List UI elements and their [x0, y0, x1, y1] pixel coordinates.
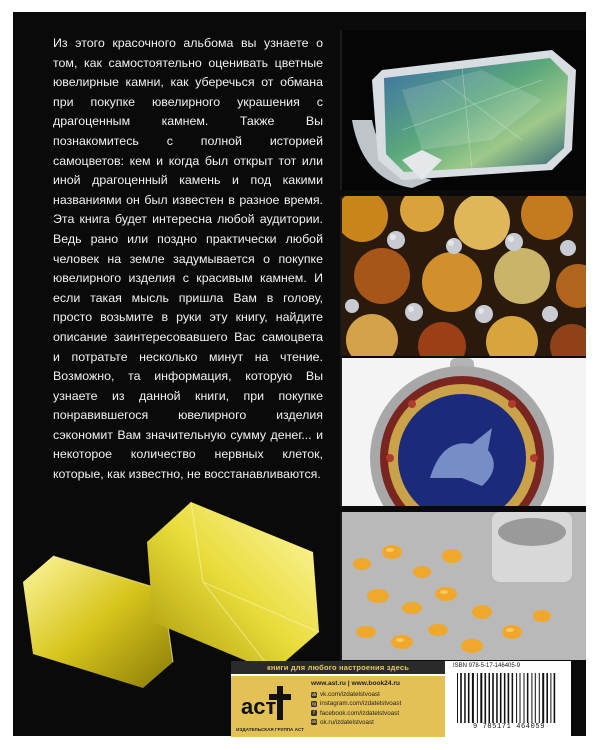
ast-logo	[237, 680, 299, 728]
barcode-bar	[460, 673, 462, 723]
social-link-text: vk.com/izdatelstvoast	[320, 691, 380, 699]
barcode-bar	[554, 673, 556, 723]
barcode-bar	[542, 673, 544, 723]
barcode-bar	[516, 673, 517, 723]
barcode-bar	[550, 673, 551, 723]
website-links[interactable]: www.ast.ru | www.book24.ru	[311, 680, 400, 687]
facebook-icon: f	[311, 710, 317, 716]
barcode-bar	[492, 673, 494, 723]
barcode-bar	[527, 673, 529, 723]
barcode-bar	[512, 673, 513, 723]
barcode-bar	[489, 673, 491, 723]
barcode-bar	[500, 673, 502, 723]
social-link-facebook[interactable]	[311, 709, 441, 718]
pendant-photo	[340, 358, 586, 506]
gem-ring-photo	[340, 30, 586, 190]
barcode-bar	[508, 673, 510, 723]
vk-icon: vk	[311, 691, 317, 697]
publisher-links	[311, 679, 441, 727]
amber-crystals-photo	[340, 512, 586, 660]
ok-icon: ok	[311, 719, 317, 725]
social-link-ok[interactable]	[311, 718, 441, 727]
blurb-text: Из этого красочного альбома вы узнаете о том, как самостоятельно оценивать цветные ювелирные камни, как уберечься от обмана при покупке ювелирного украшения с драгоценным камнем. Также Вы познакомитесь с полной историей самоцветов: кем и когда был открыт тот или иной драгоценный камень и под какими названиями он был известен в разное время. Эта книга будет интересна любой аудитории. Ведь рано или поздно практически любой человек на земле задумывается о покупке ювелирного изделия с красивым камнем. И если такая мысль пришла Вам в голову, просто возьмите в руки эту книгу, найдите описание заинтересовавшего Вас самоцвета и потратьте несколько минут на чтение. Возможно, та информация, которую Вы узнаете из данной книги, при покупке понравившегося ювелирного изделия сэкономит Вам значительную сумму денег... и некоторое количество нервных клеток, которые, как известно, не восстанавливаются.	[53, 36, 323, 482]
barcode-bar	[546, 673, 548, 723]
barcode-area	[449, 661, 569, 739]
barcode-bar	[485, 673, 487, 723]
barcode	[455, 673, 563, 723]
isbn: ISBN 978-5-17-146405-9	[453, 663, 521, 669]
publisher-block	[231, 676, 445, 737]
barcode-bar	[480, 673, 482, 723]
barcode-bar	[468, 673, 470, 723]
barcode-bar	[472, 673, 474, 723]
barcode-bar	[524, 673, 525, 723]
barcode-bar	[464, 673, 466, 723]
barcode-bar	[477, 673, 478, 723]
social-link-vk[interactable]	[311, 690, 441, 699]
barcode-bar	[539, 673, 540, 723]
logo-text: аст	[241, 694, 277, 719]
publisher-caption: ИЗДАТЕЛЬСКАЯ ГРУППА АСТ	[236, 727, 304, 732]
barcode-bar	[457, 673, 458, 723]
barcode-bar	[504, 673, 506, 723]
social-link-text: facebook.com/izdatelstvoast	[320, 709, 400, 717]
barcode-bar	[531, 673, 532, 723]
publisher-footer	[231, 661, 571, 739]
gem-mosaic-photo	[340, 196, 586, 356]
tagline: книги для любого настроения здесь	[231, 661, 445, 674]
barcode-bar	[520, 673, 521, 723]
back-cover	[13, 12, 586, 736]
barcode-digits: 9 785171 464059	[472, 723, 545, 731]
instagram-icon: ig	[312, 701, 316, 706]
social-link-text: instagram.com/izdatelstvoast	[320, 700, 402, 708]
social-link-text: ok.ru/izdatelstvoast	[320, 718, 374, 726]
barcode-bar	[496, 673, 498, 723]
social-link-instagram[interactable]	[311, 699, 441, 708]
barcode-bar	[535, 673, 536, 723]
